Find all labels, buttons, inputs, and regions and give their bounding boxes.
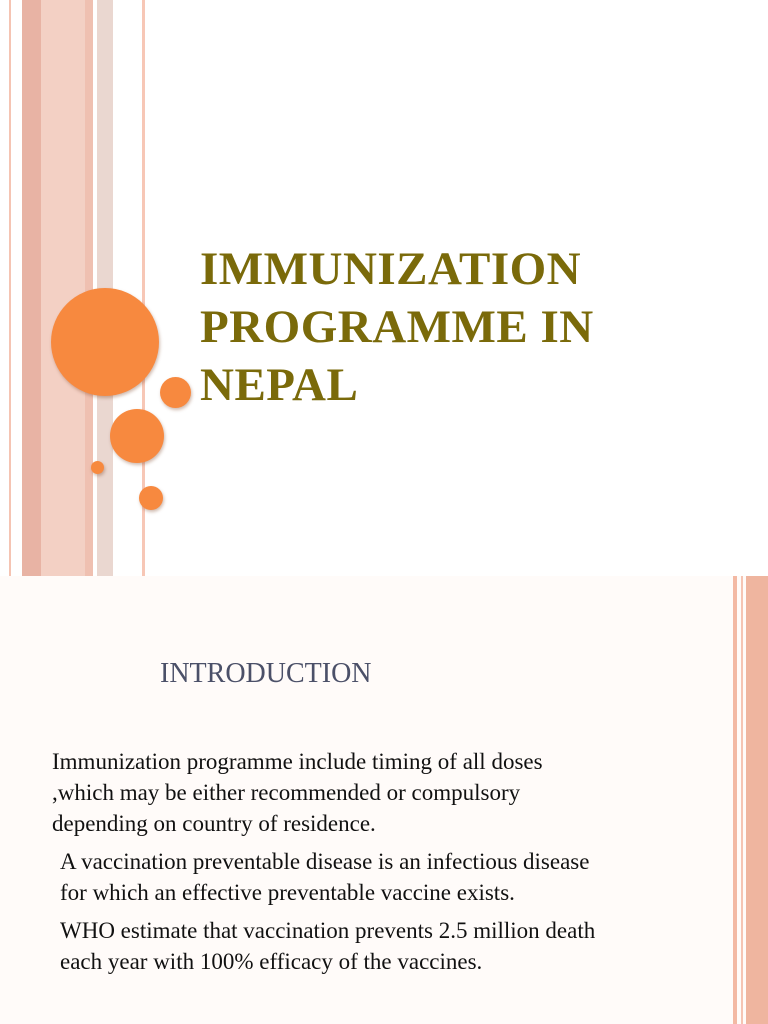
decorative-circle: [110, 409, 164, 463]
decorative-stripe: [741, 576, 743, 1024]
title-line: IMMUNIZATION: [200, 243, 582, 295]
slide-title: [200, 240, 740, 414]
decorative-stripe: [22, 0, 41, 576]
decorative-circle: [139, 486, 163, 510]
paragraph: [52, 846, 692, 908]
title-line: PROGRAMME IN: [200, 301, 594, 353]
decorative-stripe: [9, 0, 11, 576]
text-line: Immunization programme include timing of all doses: [52, 749, 543, 774]
paragraph: [52, 915, 692, 977]
decorative-circle: [160, 377, 191, 408]
text-line: ,which may be either recommended or compulsory: [52, 780, 521, 805]
decorative-stripe: [746, 576, 768, 1024]
text-line: depending on country of residence.: [52, 811, 376, 836]
decorative-stripe: [733, 576, 737, 1024]
introduction-slide: [0, 576, 768, 1024]
text-line: for which an effective preventable vaccine exists.: [60, 880, 515, 905]
text-line: A vaccination preventable disease is an infectious disease: [60, 849, 590, 874]
decorative-circle: [51, 288, 159, 396]
body-text: [52, 746, 692, 984]
decorative-stripe: [85, 0, 93, 576]
text-line: WHO estimate that vaccination prevents 2.5 million death: [60, 918, 596, 943]
decorative-stripe: [41, 0, 85, 576]
title-line: NEPAL: [200, 359, 359, 411]
decorative-circle: [91, 461, 104, 474]
section-heading: INTRODUCTION: [160, 658, 372, 689]
text-line: each year with 100% efficacy of the vaccines.: [60, 949, 483, 974]
paragraph: [52, 746, 692, 839]
